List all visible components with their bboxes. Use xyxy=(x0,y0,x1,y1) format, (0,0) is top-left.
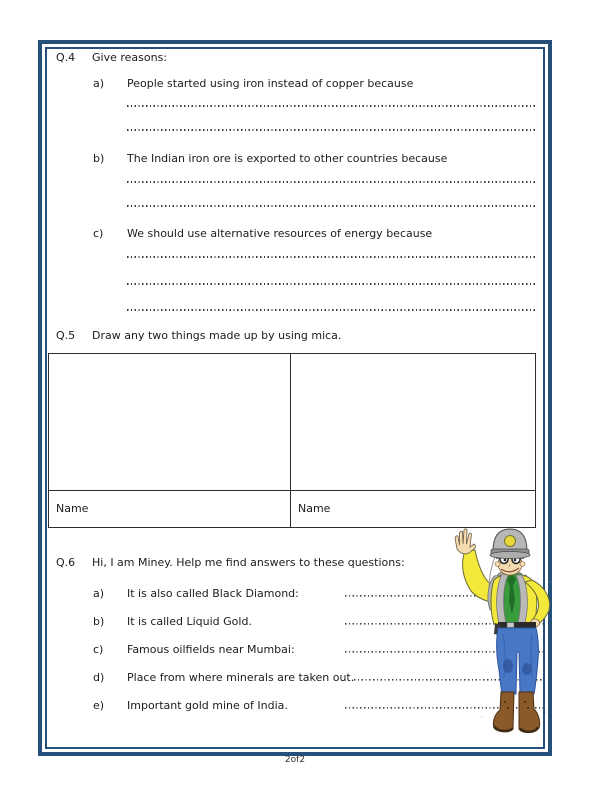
question-number: Q.4 xyxy=(56,51,76,64)
answer-line xyxy=(127,256,537,258)
question-q5-header xyxy=(56,329,341,343)
question-q4-header xyxy=(56,51,167,65)
answer-line xyxy=(127,205,537,207)
item-label: b) xyxy=(93,152,105,165)
item-text: Famous oilfields near Mumbai: xyxy=(127,643,295,656)
question-title: Draw any two things made up by using mica. xyxy=(92,329,342,342)
answer-line xyxy=(127,105,537,107)
name-label: Name xyxy=(298,502,331,515)
drawing-box-right xyxy=(291,354,536,491)
answer-line xyxy=(127,129,537,131)
drawing-box-left xyxy=(49,354,291,491)
drawing-table xyxy=(48,353,536,528)
question-title: Give reasons: xyxy=(92,51,168,64)
item-label: e) xyxy=(93,699,105,712)
question-q6-header xyxy=(56,556,405,570)
item-text: We should use alternative resources of energy because xyxy=(127,227,433,240)
item-label: a) xyxy=(93,77,105,90)
item-text: It is also called Black Diamond: xyxy=(127,587,299,600)
q4-item-a xyxy=(93,77,413,91)
item-text: Important gold mine of India. xyxy=(127,699,288,712)
item-text: It is called Liquid Gold. xyxy=(127,615,252,628)
answer-line xyxy=(127,181,537,183)
item-label: d) xyxy=(93,671,105,684)
question-title: Hi, I am Miney. Help me find answers to these questions: xyxy=(92,556,405,569)
mascot-jeans xyxy=(497,628,539,694)
item-label: a) xyxy=(93,587,105,600)
helmet-lamp xyxy=(505,536,516,547)
name-cell-left xyxy=(49,491,291,528)
name-label: Name xyxy=(56,502,89,515)
item-text: Place from where minerals are taken out. xyxy=(127,671,355,684)
question-number: Q.5 xyxy=(56,329,76,342)
item-text: The Indian iron ore is exported to other countries because xyxy=(127,152,448,165)
mascot-boots xyxy=(493,692,539,733)
mascot-helmet xyxy=(490,529,530,559)
q4-item-c xyxy=(93,227,432,241)
item-label: c) xyxy=(93,643,104,656)
item-label: b) xyxy=(93,615,105,628)
mascot-head xyxy=(490,529,530,575)
miney-character-illustration xyxy=(450,522,562,740)
item-text: People started using iron instead of copper because xyxy=(127,77,414,90)
q4-item-b xyxy=(93,152,447,166)
answer-line xyxy=(127,309,537,311)
question-number: Q.6 xyxy=(56,556,76,569)
page-number: 2of2 xyxy=(284,755,306,765)
mascot-belt xyxy=(498,622,536,628)
answer-line xyxy=(127,283,537,285)
item-label: c) xyxy=(93,227,104,240)
